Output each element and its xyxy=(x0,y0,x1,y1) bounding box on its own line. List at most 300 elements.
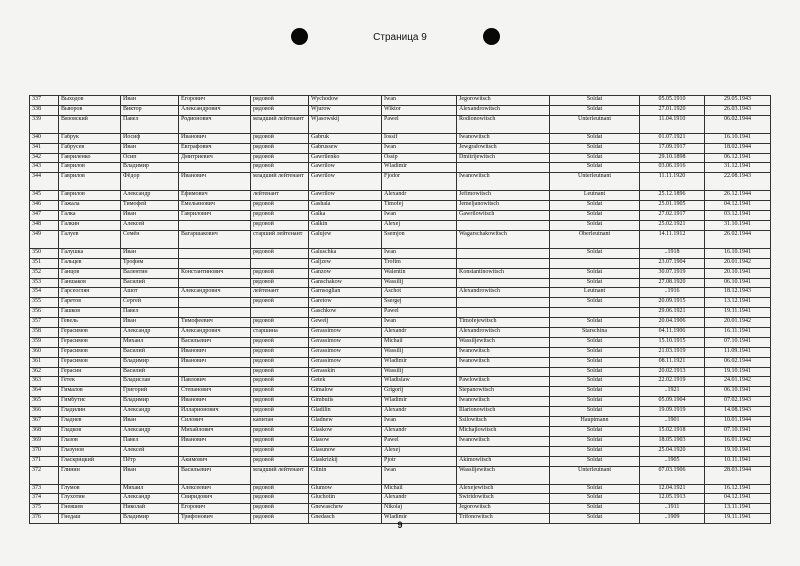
birth-date-cell: ..1909 xyxy=(640,514,705,524)
surname-latin-cell: Gawrilow xyxy=(309,173,382,191)
casualty-table xyxy=(29,95,771,524)
table-row xyxy=(30,268,771,278)
surname-cell: Глухотин xyxy=(59,494,121,504)
rank-cell: рядовой xyxy=(251,201,309,211)
rank-cell: младший лейтенант xyxy=(251,466,309,484)
patronymic-latin-cell xyxy=(457,278,550,288)
birth-date-cell: 30.07.1919 xyxy=(640,268,705,278)
patronymic-latin-cell: Iwanowitsch xyxy=(457,397,550,407)
surname-latin-cell: Gnewaschew xyxy=(309,504,382,514)
patronymic-cell: Тимофеевич xyxy=(179,318,251,328)
table-row xyxy=(30,367,771,377)
first-name-latin-cell: Wladimir xyxy=(382,357,457,367)
birth-date-cell: 25.12.1896 xyxy=(640,191,705,201)
table-row xyxy=(30,221,771,231)
rank-german-cell: Leutnant xyxy=(550,288,640,298)
surname-latin-cell: Ganschakow xyxy=(309,278,382,288)
patronymic-latin-cell: Trifonowitsch xyxy=(457,514,550,524)
rank-german-cell: Soldat xyxy=(550,426,640,436)
row-number: 372 xyxy=(30,466,59,484)
rank-cell: рядовой xyxy=(251,426,309,436)
death-date-cell: 19.10.1941 xyxy=(705,446,771,456)
table-row xyxy=(30,426,771,436)
table-row xyxy=(30,337,771,347)
rank-german-cell: Unterleutnant xyxy=(550,173,640,191)
birth-date-cell: 27.01.1920 xyxy=(640,105,705,115)
first-name-cell: Александр xyxy=(121,191,179,201)
page-number: 9 xyxy=(397,520,403,530)
rank-cell: рядовой xyxy=(251,387,309,397)
first-name-cell: Иван xyxy=(121,417,179,427)
rank-cell: рядовой xyxy=(251,456,309,466)
birth-date-cell: 12.05.1913 xyxy=(640,494,705,504)
patronymic-cell: Силович xyxy=(179,417,251,427)
surname-cell: Гальцев xyxy=(59,258,121,268)
first-name-cell: Семён xyxy=(121,230,179,248)
first-name-cell: Александр xyxy=(121,407,179,417)
patronymic-latin-cell: Jefimowitsch xyxy=(457,191,550,201)
surname-latin-cell: Gabruk xyxy=(309,133,382,143)
first-name-cell: Владимир xyxy=(121,514,179,524)
table-row xyxy=(30,484,771,494)
death-date-cell: 07.02.1943 xyxy=(705,397,771,407)
rank-cell: рядовой xyxy=(251,357,309,367)
first-name-latin-cell: Wassilij xyxy=(382,347,457,357)
first-name-latin-cell: Wiktor xyxy=(382,105,457,115)
table-row xyxy=(30,298,771,308)
first-name-latin-cell: Alexandr xyxy=(382,426,457,436)
surname-cell: Глумов xyxy=(59,484,121,494)
first-name-latin-cell: Iwan xyxy=(382,466,457,484)
patronymic-cell xyxy=(179,163,251,173)
surname-cell: Вязовский xyxy=(59,115,121,133)
page-title: Страница 9 xyxy=(373,32,427,43)
rank-german-cell: Soldat xyxy=(550,248,640,258)
birth-date-cell: ..1916 xyxy=(640,288,705,298)
rank-cell: рядовой xyxy=(251,105,309,115)
patronymic-cell: Емельянович xyxy=(179,201,251,211)
surname-cell: Гевель xyxy=(59,318,121,328)
surname-latin-cell: Glasow xyxy=(309,436,382,446)
surname-cell: Галкин xyxy=(59,221,121,231)
birth-date-cell: 17.09.1917 xyxy=(640,143,705,153)
first-name-cell: Александр xyxy=(121,426,179,436)
rank-cell: старший лейтенант xyxy=(251,230,309,248)
patronymic-cell: Егорович xyxy=(179,504,251,514)
first-name-latin-cell: Iwan xyxy=(382,248,457,258)
birth-date-cell: 25.01.1905 xyxy=(640,201,705,211)
row-number: 369 xyxy=(30,436,59,446)
first-name-latin-cell: Ossip xyxy=(382,153,457,163)
patronymic-latin-cell: Alexandrowitsch xyxy=(457,288,550,298)
patronymic-latin-cell: Gawrilowitsch xyxy=(457,211,550,221)
table-row xyxy=(30,407,771,417)
death-date-cell: 16.10.1941 xyxy=(705,133,771,143)
row-number: 371 xyxy=(30,456,59,466)
surname-latin-cell: Gimalow xyxy=(309,387,382,397)
patronymic-latin-cell: Akimowitsch xyxy=(457,456,550,466)
surname-cell: Гашков xyxy=(59,308,121,318)
table-row xyxy=(30,153,771,163)
patronymic-cell: Иванович xyxy=(179,133,251,143)
patronymic-latin-cell: Ssilowitsch xyxy=(457,417,550,427)
death-date-cell: 16.12.1941 xyxy=(705,484,771,494)
first-name-latin-cell: Iwan xyxy=(382,211,457,221)
rank-cell: рядовой xyxy=(251,318,309,328)
death-date-cell: 16.10.1941 xyxy=(705,248,771,258)
first-name-latin-cell: Alexandr xyxy=(382,191,457,201)
death-date-cell: 14.08.1943 xyxy=(705,407,771,417)
rank-cell: рядовой xyxy=(251,248,309,258)
row-number: 360 xyxy=(30,347,59,357)
patronymic-cell xyxy=(179,248,251,258)
table-row xyxy=(30,446,771,456)
patronymic-latin-cell: Wassiljewitsch xyxy=(457,466,550,484)
death-date-cell: 06.02.1944 xyxy=(705,115,771,133)
first-name-cell: Сергей xyxy=(121,298,179,308)
birth-date-cell: 22.02.1919 xyxy=(640,377,705,387)
rank-german-cell: Soldat xyxy=(550,153,640,163)
rank-german-cell: Soldat xyxy=(550,133,640,143)
death-date-cell: 19.10.1941 xyxy=(705,367,771,377)
rank-german-cell: Soldat xyxy=(550,278,640,288)
row-number: 338 xyxy=(30,105,59,115)
row-number: 366 xyxy=(30,407,59,417)
rank-german-cell: Soldat xyxy=(550,337,640,347)
patronymic-latin-cell: Wagarschakowitsch xyxy=(457,230,550,248)
surname-cell: Глаcкрицкий xyxy=(59,456,121,466)
row-number: 344 xyxy=(30,173,59,191)
first-name-latin-cell: Pawel xyxy=(382,308,457,318)
rank-cell: рядовой xyxy=(251,436,309,446)
row-number: 342 xyxy=(30,153,59,163)
rank-german-cell: Soldat xyxy=(550,514,640,524)
table-row xyxy=(30,357,771,367)
first-name-cell: Василий xyxy=(121,278,179,288)
patronymic-cell xyxy=(179,221,251,231)
first-name-latin-cell: Wladimir xyxy=(382,163,457,173)
birth-date-cell: 15.10.1915 xyxy=(640,337,705,347)
rank-cell: рядовой xyxy=(251,367,309,377)
first-name-latin-cell: Ssemjon xyxy=(382,230,457,248)
patronymic-cell xyxy=(179,446,251,456)
row-number: 368 xyxy=(30,426,59,436)
death-date-cell: 20.01.1942 xyxy=(705,258,771,268)
patronymic-latin-cell xyxy=(457,258,550,268)
death-date-cell: 06.10.1941 xyxy=(705,387,771,397)
first-name-cell: Ашот xyxy=(121,288,179,298)
first-name-cell: Владислав xyxy=(121,377,179,387)
surname-cell: Герасимов xyxy=(59,337,121,347)
rank-cell: рядовой xyxy=(251,221,309,231)
row-number: 364 xyxy=(30,387,59,397)
rank-german-cell: Soldat xyxy=(550,143,640,153)
first-name-cell: Иван xyxy=(121,318,179,328)
surname-latin-cell: Glinin xyxy=(309,466,382,484)
rank-german-cell: Soldat xyxy=(550,407,640,417)
death-date-cell: 16.01.1942 xyxy=(705,436,771,446)
patronymic-cell: Егорович xyxy=(179,96,251,106)
birth-date-cell: ..1918 xyxy=(640,248,705,258)
rank-german-cell: Soldat xyxy=(550,221,640,231)
first-name-latin-cell: Iwan xyxy=(382,318,457,328)
death-date-cell: 11.09.1941 xyxy=(705,347,771,357)
surname-latin-cell: Gnedasch xyxy=(309,514,382,524)
patronymic-latin-cell: Alexandrowitsch xyxy=(457,328,550,338)
first-name-latin-cell: Iwan xyxy=(382,96,457,106)
table-row xyxy=(30,133,771,143)
surname-latin-cell: Gerassimow xyxy=(309,357,382,367)
rank-german-cell: Starschina xyxy=(550,328,640,338)
surname-latin-cell: Gabrussew xyxy=(309,143,382,153)
birth-date-cell: 05.05.1910 xyxy=(640,96,705,106)
rank-cell: рядовой xyxy=(251,143,309,153)
surname-latin-cell: Gawrilow xyxy=(309,163,382,173)
table-row xyxy=(30,397,771,407)
surname-cell: Герасин xyxy=(59,367,121,377)
birth-date-cell: 07.03.1906 xyxy=(640,466,705,484)
first-name-cell: Павел xyxy=(121,436,179,446)
rank-cell: рядовой xyxy=(251,397,309,407)
surname-cell: Гавриленко xyxy=(59,153,121,163)
patronymic-latin-cell xyxy=(457,163,550,173)
row-number: 363 xyxy=(30,377,59,387)
surname-cell: Глазунов xyxy=(59,446,121,456)
first-name-latin-cell: Trofim xyxy=(382,258,457,268)
death-date-cell: 26.02.1944 xyxy=(705,230,771,248)
table-row xyxy=(30,115,771,133)
patronymic-latin-cell: Konstantinowitsch xyxy=(457,268,550,278)
birth-date-cell: 15.02.1918 xyxy=(640,426,705,436)
table-row xyxy=(30,191,771,201)
surname-latin-cell: Gawrilenko xyxy=(309,153,382,163)
row-number: 359 xyxy=(30,337,59,347)
rank-cell: рядовой xyxy=(251,484,309,494)
patronymic-cell: Алексеевич xyxy=(179,484,251,494)
table-row xyxy=(30,347,771,357)
patronymic-cell: Александрович xyxy=(179,288,251,298)
birth-date-cell: 21.03.1919 xyxy=(640,347,705,357)
first-name-latin-cell: Alexej xyxy=(382,446,457,456)
death-date-cell: 06.12.1941 xyxy=(705,153,771,163)
first-name-cell: Фёдор xyxy=(121,173,179,191)
rank-german-cell: Hauptmann xyxy=(550,417,640,427)
surname-latin-cell: Glasunow xyxy=(309,446,382,456)
first-name-latin-cell: Nikolaj xyxy=(382,504,457,514)
birth-date-cell: 12.04.1921 xyxy=(640,484,705,494)
patronymic-cell: Константинович xyxy=(179,268,251,278)
first-name-latin-cell: Michail xyxy=(382,337,457,347)
row-number: 346 xyxy=(30,201,59,211)
patronymic-latin-cell: Iwanowitsch xyxy=(457,173,550,191)
patronymic-latin-cell: Timofejewitsch xyxy=(457,318,550,328)
rank-cell: рядовой xyxy=(251,153,309,163)
patronymic-cell: Иванович xyxy=(179,357,251,367)
table-row xyxy=(30,456,771,466)
first-name-latin-cell: Grigorij xyxy=(382,387,457,397)
row-number: 354 xyxy=(30,288,59,298)
birth-date-cell: ..1921 xyxy=(640,387,705,397)
surname-latin-cell: Gerassimow xyxy=(309,347,382,357)
first-name-latin-cell: Fjodor xyxy=(382,173,457,191)
surname-cell: Гладнев xyxy=(59,417,121,427)
birth-date-cell: 05.09.1904 xyxy=(640,397,705,407)
first-name-cell: Иван xyxy=(121,143,179,153)
table-row xyxy=(30,504,771,514)
first-name-latin-cell: Alexandr xyxy=(382,328,457,338)
row-number: 356 xyxy=(30,308,59,318)
surname-cell: Глазов xyxy=(59,436,121,446)
patronymic-cell xyxy=(179,308,251,318)
surname-latin-cell: Wychodow xyxy=(309,96,382,106)
rank-german-cell: Unterleutnant xyxy=(550,115,640,133)
birth-date-cell: 01.07.1921 xyxy=(640,133,705,143)
surname-latin-cell: Glaskrizkij xyxy=(309,456,382,466)
death-date-cell: 24.01.1942 xyxy=(705,377,771,387)
patronymic-cell xyxy=(179,367,251,377)
surname-latin-cell: Galkin xyxy=(309,221,382,231)
death-date-cell: 06.02.1944 xyxy=(705,357,771,367)
death-date-cell: 26.03.1943 xyxy=(705,105,771,115)
table-row xyxy=(30,173,771,191)
surname-cell: Глинин xyxy=(59,466,121,484)
surname-latin-cell: Gashala xyxy=(309,201,382,211)
patronymic-latin-cell: Iwanowitsch xyxy=(457,347,550,357)
patronymic-cell xyxy=(179,258,251,268)
first-name-cell: Алексей xyxy=(121,221,179,231)
surname-cell: Гимбутис xyxy=(59,397,121,407)
rank-cell: рядовой xyxy=(251,514,309,524)
first-name-latin-cell: Alexandr xyxy=(382,494,457,504)
first-name-cell: Тимофей xyxy=(121,201,179,211)
first-name-latin-cell: Ssergej xyxy=(382,298,457,308)
rank-german-cell: Soldat xyxy=(550,484,640,494)
birth-date-cell: 25.02.1921 xyxy=(640,221,705,231)
row-number: 355 xyxy=(30,298,59,308)
first-name-latin-cell: Wassilij xyxy=(382,367,457,377)
death-date-cell: 18.12.1943 xyxy=(705,288,771,298)
surname-cell: Гажала xyxy=(59,201,121,211)
first-name-latin-cell: Wladislaw xyxy=(382,377,457,387)
death-date-cell: 31.12.1941 xyxy=(705,163,771,173)
row-number: 367 xyxy=(30,417,59,427)
row-number: 337 xyxy=(30,96,59,106)
patronymic-latin-cell: Dmitrijewitsch xyxy=(457,153,550,163)
rank-german-cell: Soldat xyxy=(550,347,640,357)
first-name-latin-cell: Pjotr xyxy=(382,456,457,466)
surname-latin-cell: Gladilin xyxy=(309,407,382,417)
row-number: 348 xyxy=(30,221,59,231)
surname-latin-cell: Getek xyxy=(309,377,382,387)
rank-cell: рядовой xyxy=(251,407,309,417)
first-name-cell: Виктор xyxy=(121,105,179,115)
rank-cell: рядовой xyxy=(251,211,309,221)
patronymic-cell: Илларионович xyxy=(179,407,251,417)
first-name-latin-cell: Iwan xyxy=(382,143,457,153)
surname-latin-cell: Ganzow xyxy=(309,268,382,278)
rank-cell: рядовой xyxy=(251,446,309,456)
death-date-cell: 31.10.1941 xyxy=(705,221,771,231)
first-name-cell: Иван xyxy=(121,96,179,106)
table-row xyxy=(30,328,771,338)
rank-german-cell: Soldat xyxy=(550,387,640,397)
patronymic-cell: Александрович xyxy=(179,328,251,338)
death-date-cell: 06.10.1941 xyxy=(705,278,771,288)
rank-cell xyxy=(251,258,309,268)
patronymic-cell: Родионович xyxy=(179,115,251,133)
rank-cell: лейтенант xyxy=(251,288,309,298)
first-name-cell: Владимир xyxy=(121,163,179,173)
rank-german-cell: Soldat xyxy=(550,96,640,106)
first-name-latin-cell: Wladimir xyxy=(382,397,457,407)
surname-cell: Выюров xyxy=(59,105,121,115)
birth-date-cell: ..1905 xyxy=(640,456,705,466)
surname-latin-cell: Galjzew xyxy=(309,258,382,268)
patronymic-cell: Евграфович xyxy=(179,143,251,153)
surname-cell: Герасимов xyxy=(59,347,121,357)
rank-cell: рядовой xyxy=(251,504,309,514)
patronymic-cell: Вагаршакович xyxy=(179,230,251,248)
rank-cell: старшина xyxy=(251,328,309,338)
death-date-cell: 04.12.1941 xyxy=(705,201,771,211)
first-name-cell: Иван xyxy=(121,211,179,221)
first-name-latin-cell: Iwan xyxy=(382,417,457,427)
patronymic-cell: Иванович xyxy=(179,397,251,407)
table-row xyxy=(30,436,771,446)
surname-latin-cell: Gluchotin xyxy=(309,494,382,504)
rank-cell: рядовой xyxy=(251,268,309,278)
rank-cell: рядовой xyxy=(251,377,309,387)
birth-date-cell: 19.09.1919 xyxy=(640,407,705,417)
rank-cell: рядовой xyxy=(251,96,309,106)
surname-latin-cell: Wjasowskij xyxy=(309,115,382,133)
rank-cell: рядовой xyxy=(251,337,309,347)
death-date-cell: 10.01.1944 xyxy=(705,417,771,427)
death-date-cell: 16.11.1941 xyxy=(705,328,771,338)
row-number: 365 xyxy=(30,397,59,407)
death-date-cell: 13.12.1941 xyxy=(705,298,771,308)
row-number: 350 xyxy=(30,248,59,258)
rank-german-cell: Soldat xyxy=(550,446,640,456)
row-number: 345 xyxy=(30,191,59,201)
surname-latin-cell: Gerasskin xyxy=(309,367,382,377)
first-name-latin-cell: Pawel xyxy=(382,436,457,446)
surname-latin-cell: Wjurow xyxy=(309,105,382,115)
surname-cell: Галушка xyxy=(59,248,121,258)
death-date-cell: 19.11.1941 xyxy=(705,308,771,318)
patronymic-cell: Трифонович xyxy=(179,514,251,524)
patronymic-cell: Александрович xyxy=(179,105,251,115)
birth-date-cell: 27.08.1920 xyxy=(640,278,705,288)
row-number: 373 xyxy=(30,484,59,494)
table-row xyxy=(30,466,771,484)
patronymic-cell xyxy=(179,298,251,308)
rank-german-cell: Soldat xyxy=(550,456,640,466)
surname-cell: Галка xyxy=(59,211,121,221)
table-row xyxy=(30,258,771,268)
surname-latin-cell: Glumow xyxy=(309,484,382,494)
surname-cell: Гнедаш xyxy=(59,514,121,524)
patronymic-cell: Иванович xyxy=(179,436,251,446)
patronymic-cell: Павлович xyxy=(179,377,251,387)
surname-cell: Выходов xyxy=(59,96,121,106)
first-name-latin-cell: Alexej xyxy=(382,221,457,231)
surname-cell: Гнеяшев xyxy=(59,504,121,514)
table-row xyxy=(30,211,771,221)
row-number: 340 xyxy=(30,133,59,143)
birth-date-cell: 03.06.1916 xyxy=(640,163,705,173)
birth-date-cell: 29.10.1898 xyxy=(640,153,705,163)
